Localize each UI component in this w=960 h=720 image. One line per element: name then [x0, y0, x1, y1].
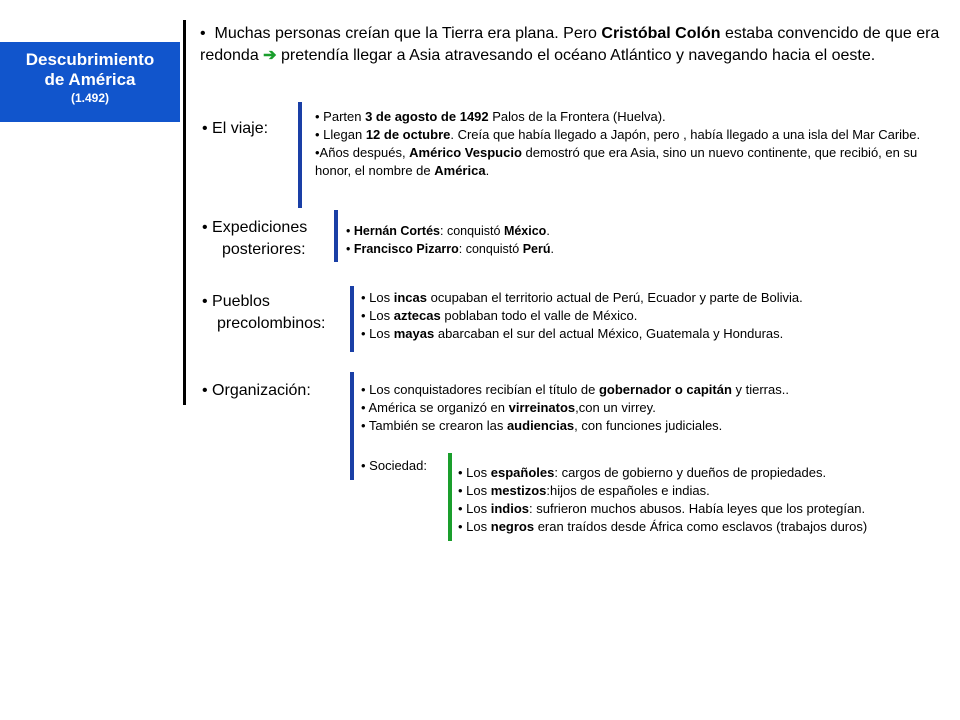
expediciones-list: [346, 222, 936, 258]
expediciones-item-2: • Francisco Pizarro: conquistó Perú.: [346, 242, 554, 256]
intro-text-2: estaba convencido de que era redonda: [200, 25, 940, 64]
sociedad-item-1: • Los españoles: cargos de gobierno y dueños de propiedades.: [458, 465, 827, 480]
heading-organizacion: • Organización:: [202, 382, 311, 399]
viaje-item-3: •Años después, Américo Vespucio demostró que era Asia, sino un nuevo continente, que recibió, en su honor, el nombre de América.: [315, 145, 918, 178]
sociedad-list: [458, 464, 960, 536]
heading-pueblos-1: • Pueblos: [202, 293, 270, 310]
sociedad-item-3: • Los indios: sufrieron muchos abusos. Había leyes que los protegían.: [458, 501, 866, 516]
organizacion-item-2: • América se organizó en virreinatos,con un virrey.: [361, 400, 656, 415]
pueblos-item-3: • Los mayas abarcaban el sur del actual México, Guatemala y Honduras.: [361, 326, 784, 341]
heading-expediciones: [202, 217, 307, 261]
bar-expediciones: [334, 210, 338, 262]
pueblos-list: [361, 289, 951, 343]
viaje-item-2: • Llegan 12 de octubre. Creía que había llegado a Japón, pero , había llegado a una isla del Mar Caribe.: [315, 127, 921, 142]
heading-pueblos: [202, 291, 326, 335]
intro-text-1: Muchas personas creían que la Tierra era plana. Pero: [214, 25, 602, 42]
expediciones-item-1: • Hernán Cortés: conquistó México.: [346, 224, 550, 238]
organizacion-list: [361, 381, 951, 435]
sociedad-label: • Sociedad:: [361, 458, 427, 473]
pueblos-item-1: • Los incas ocupaban el territorio actual de Perú, Ecuador y parte de Bolivia.: [361, 290, 803, 305]
main-divider: [183, 20, 186, 405]
title-box: [0, 42, 180, 122]
bar-sociedad: [448, 453, 452, 541]
intro-name: Cristóbal Colón: [601, 25, 721, 42]
intro-paragraph: [200, 23, 940, 67]
arrow-icon: ➔: [263, 47, 277, 64]
sociedad-item-2: • Los mestizos:hijos de españoles e indias.: [458, 483, 710, 498]
sociedad-item-4: • Los negros eran traídos desde África como esclavos (trabajos duros): [458, 519, 868, 534]
pueblos-item-2: • Los aztecas poblaban todo el valle de México.: [361, 308, 638, 323]
bar-pueblos: [350, 286, 354, 352]
viaje-list: [315, 108, 940, 180]
title-year: (1.492): [70, 91, 110, 105]
heading-expediciones-2: posteriores:: [222, 241, 306, 258]
title-line1: Descubrimiento: [25, 50, 155, 69]
heading-viaje: • El viaje:: [202, 120, 269, 137]
heading-expediciones-1: • Expediciones: [202, 219, 308, 236]
intro-text-3: pretendía llegar a Asia atravesando el océano Atlántico y navegando hacia el oeste.: [276, 47, 876, 64]
organizacion-item-3: • También se crearon las audiencias, con funciones judiciales.: [361, 418, 723, 433]
heading-pueblos-2: precolombinos:: [217, 315, 326, 332]
organizacion-item-1: • Los conquistadores recibían el título de gobernador o capitán y tierras..: [361, 382, 789, 397]
intro-bullet: •: [200, 25, 206, 42]
title-line2: de América: [44, 70, 136, 89]
bar-viaje: [298, 102, 302, 208]
viaje-item-1: • Parten 3 de agosto de 1492 Palos de la Frontera (Huelva).: [315, 109, 666, 124]
bar-organizacion: [350, 372, 354, 480]
